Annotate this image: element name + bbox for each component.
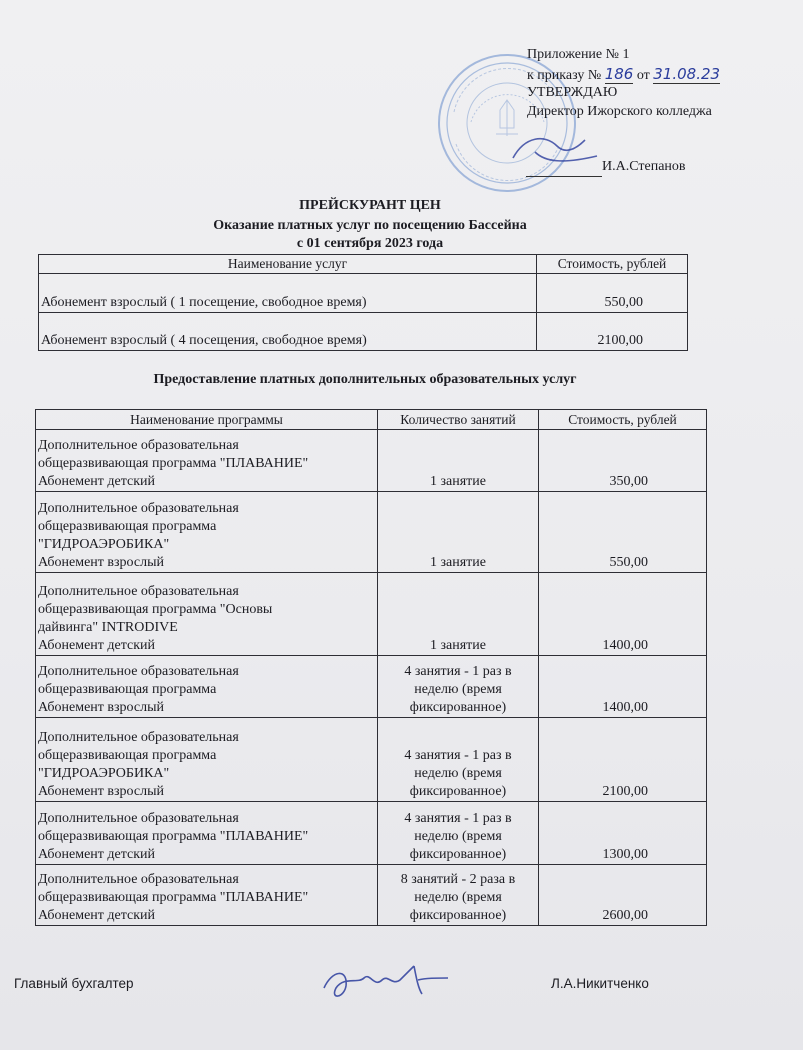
program-name (36, 718, 378, 802)
column-header: Наименование услуг (39, 255, 537, 274)
lesson-count (378, 492, 539, 573)
service-price: 550,00 (537, 274, 688, 313)
accountant-role: Главный бухгалтер (14, 976, 134, 991)
document-date: с 01 сентября 2023 года (296, 236, 444, 251)
accountant-name: Л.А.Никитченко (551, 976, 649, 991)
lesson-count-line: 1 занятие (430, 638, 486, 653)
table-row (39, 274, 688, 313)
service-name: Абонемент взрослый ( 1 посещение, свободное время) (39, 274, 537, 313)
program-name-line: Дополнительное образовательная (38, 438, 239, 453)
program-name-line: Абонемент детский (38, 847, 156, 862)
table-row (36, 430, 707, 492)
lesson-count-line: фиксированное) (409, 784, 507, 799)
program-name-line: общеразвивающая программа (38, 682, 217, 697)
pool-services-table (38, 254, 688, 351)
program-price: 2600,00 (539, 865, 707, 926)
table-row (36, 865, 707, 926)
program-name-line: Дополнительное образовательная (38, 501, 239, 516)
column-header: Наименование программы (36, 410, 378, 430)
program-name (36, 802, 378, 865)
program-name (36, 492, 378, 573)
lesson-count-line: 4 занятия - 1 раз в (404, 748, 512, 763)
program-name (36, 656, 378, 718)
signature-line (526, 158, 602, 177)
program-name-line: общеразвивающая программа "ПЛАВАНИЕ" (38, 890, 309, 905)
program-name-line: Дополнительное образовательная (38, 664, 239, 679)
order-line (527, 65, 720, 85)
program-name-line: общеразвивающая программа (38, 519, 217, 534)
lesson-count-line: 8 занятий - 2 раза в (400, 872, 516, 887)
table-row (39, 313, 688, 351)
table-row (36, 492, 707, 573)
lesson-count-line: неделю (время (414, 682, 502, 697)
lesson-count-line: неделю (время (414, 829, 502, 844)
program-name-line: "ГИДРОАЭРОБИКА" (38, 766, 170, 781)
lesson-count (378, 718, 539, 802)
lesson-count-line: 4 занятия - 1 раз в (404, 664, 512, 679)
program-price: 1400,00 (539, 573, 707, 656)
program-name (36, 573, 378, 656)
program-name-line: "ГИДРОАЭРОБИКА" (38, 537, 170, 552)
program-name-line: Абонемент взрослый (38, 555, 164, 570)
table-row (36, 802, 707, 865)
program-name-line: общеразвивающая программа "Основы (38, 602, 273, 617)
order-date-prefix: от (636, 68, 650, 83)
director-name-line (526, 158, 686, 177)
order-date: 31.08.23 (653, 65, 721, 83)
program-name-line: Абонемент взрослый (38, 784, 164, 799)
lesson-count-line: неделю (время (414, 766, 502, 781)
program-name-line: общеразвивающая программа "ПЛАВАНИЕ" (38, 456, 309, 471)
lesson-count-line: неделю (время (414, 890, 502, 905)
program-name-line: Абонемент детский (38, 908, 156, 923)
lesson-count-line: фиксированное) (409, 908, 507, 923)
column-header: Количество занятий (378, 410, 539, 430)
lesson-count-line: 1 занятие (430, 474, 486, 489)
section-title: Предоставление платных дополнительных образовательных услуг (153, 372, 577, 387)
program-name-line: Абонемент детский (38, 474, 156, 489)
approve-label: УТВЕРЖДАЮ (527, 85, 618, 100)
lesson-count (378, 865, 539, 926)
appendix-label: Приложение № 1 (527, 47, 630, 62)
column-header: Стоимость, рублей (539, 410, 707, 430)
service-price: 2100,00 (537, 313, 688, 351)
program-price: 1300,00 (539, 802, 707, 865)
education-services-table (35, 409, 707, 926)
table-row (36, 718, 707, 802)
lesson-count (378, 656, 539, 718)
program-price: 550,00 (539, 492, 707, 573)
director-position: Директор Ижорского колледжа (527, 104, 712, 119)
document-title: ПРЕЙСКУРАНТ ЦЕН (299, 198, 441, 213)
program-name-line: общеразвивающая программа "ПЛАВАНИЕ" (38, 829, 309, 844)
program-name-line: Дополнительное образовательная (38, 872, 239, 887)
service-name: Абонемент взрослый ( 4 посещения, свободное время) (39, 313, 537, 351)
lesson-count (378, 573, 539, 656)
program-name-line: Дополнительное образовательная (38, 584, 239, 599)
lesson-count (378, 802, 539, 865)
lesson-count-line: 1 занятие (430, 555, 486, 570)
column-header: Стоимость, рублей (537, 255, 688, 274)
program-name-line: дайвинга" INTRODIVE (38, 620, 178, 635)
program-price: 1400,00 (539, 656, 707, 718)
order-number: 186 (604, 65, 634, 83)
lesson-count-line: фиксированное) (409, 847, 507, 862)
lesson-count (378, 430, 539, 492)
program-name-line: Дополнительное образовательная (38, 811, 239, 826)
program-name-line: Абонемент взрослый (38, 700, 164, 715)
accountant-signature (318, 958, 453, 1008)
lesson-count-line: фиксированное) (409, 700, 507, 715)
program-name-line: общеразвивающая программа (38, 748, 217, 763)
order-prefix: к приказу № (527, 68, 602, 83)
director-name: И.А.Степанов (602, 159, 686, 174)
program-price: 350,00 (539, 430, 707, 492)
program-name-line: Абонемент детский (38, 638, 156, 653)
program-price: 2100,00 (539, 718, 707, 802)
lesson-count-line: 4 занятия - 1 раз в (404, 811, 512, 826)
document-subtitle: Оказание платных услуг по посещению Бассейна (213, 218, 527, 233)
program-name (36, 430, 378, 492)
program-name-line: Дополнительное образовательная (38, 730, 239, 745)
program-name (36, 865, 378, 926)
table-row (36, 656, 707, 718)
table-row (36, 573, 707, 656)
